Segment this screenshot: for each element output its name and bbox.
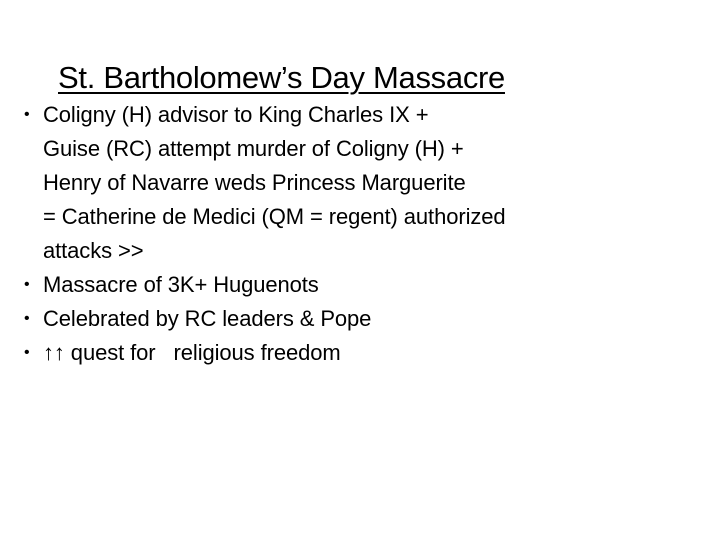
bullet-text-line: Coligny (H) advisor to King Charles IX + — [43, 102, 429, 127]
bullet-text-line: Celebrated by RC leaders & Pope — [43, 306, 372, 331]
bullet-item — [24, 98, 704, 268]
bullet-item — [24, 302, 704, 336]
bullet-text-line: Henry of Navarre weds Princess Marguerite — [43, 170, 466, 195]
bullet-item — [24, 336, 704, 370]
slide-title: St. Bartholomew’s Day Massacre — [58, 60, 505, 95]
bullet-text-line: = Catherine de Medici (QM = regent) authorized — [43, 204, 506, 229]
bullet-text-line: Massacre of 3K+ Huguenots — [43, 272, 319, 297]
bullet-text-line: ↑↑ quest for religious freedom — [43, 340, 341, 365]
bullet-text-line: Guise (RC) attempt murder of Coligny (H) + — [43, 136, 464, 161]
bullet-icon: • — [24, 106, 30, 123]
bullet-icon: • — [24, 344, 30, 361]
bullet-icon: • — [24, 310, 30, 327]
bullet-list — [24, 98, 704, 370]
bullet-item — [24, 268, 704, 302]
bullet-text-line: attacks >> — [43, 238, 144, 263]
bullet-icon: • — [24, 276, 30, 293]
